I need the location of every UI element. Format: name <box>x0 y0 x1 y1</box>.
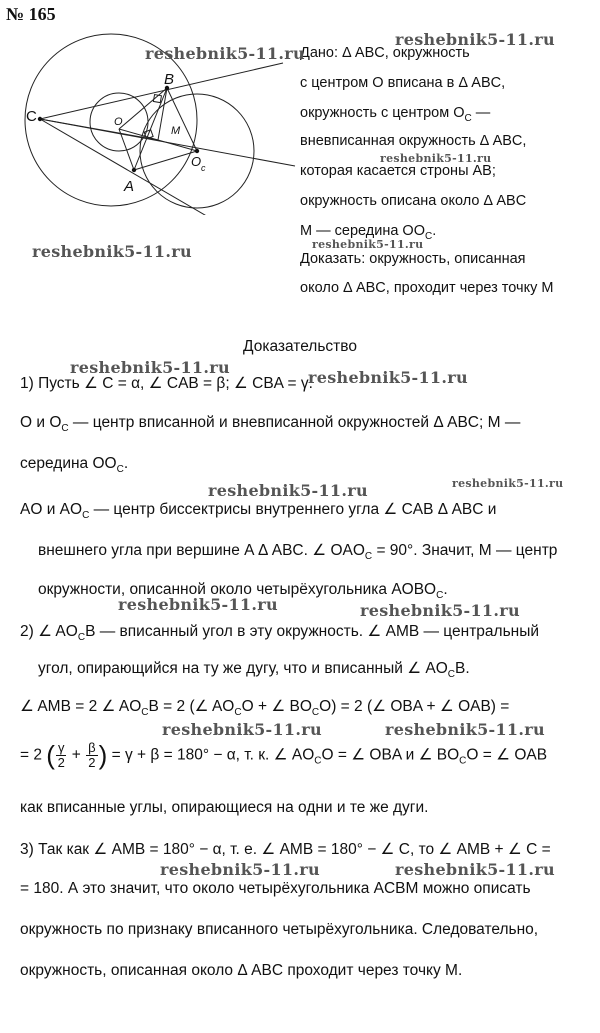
given-line-7: M — середина $OO_C$. <box>300 223 437 242</box>
label-Oc-sub: c <box>201 163 206 173</box>
label-C: C <box>26 108 37 125</box>
proof-heading: Доказательство <box>243 338 357 355</box>
segment-BOc <box>167 88 197 151</box>
proof-line-8: угол, опирающийся на ту же дугу, что и вписанный ∠ $AO_CB$. <box>38 660 470 681</box>
watermark: reshebnik5-11.ru <box>118 595 278 614</box>
watermark: reshebnik5-11.ru <box>312 238 424 251</box>
fraction-beta-half: $\frac{\beta}{2}$ <box>88 740 96 770</box>
proof-line-9: ∠ AMB = 2 ∠ $AO_CB = 2$ (∠ $AO_CO$ + ∠ $BO_CO) = 2$ (∠ OBA + ∠ OAB) = <box>20 698 510 719</box>
given-line-5: которая касается строны AB; <box>300 163 496 179</box>
proof-line-14: окружность по признаку вписанного четырёхугольника. Следовательно, <box>20 921 539 938</box>
proof-line-10: = 2 ( $\frac{\gamma}{2}$ + $\frac{\beta}{2}$ ) = γ + β = 180° − α, т. к. ∠ $AO_CO$ = ∠ OBA и ∠ $BO_CO$ = ∠ OAB <box>20 740 548 770</box>
line-CB <box>40 63 283 119</box>
watermark: reshebnik5-11.ru <box>385 720 545 739</box>
label-M: M <box>171 125 181 137</box>
given-line-1: Дано: Δ ABC, окружность <box>300 45 470 61</box>
watermark: reshebnik5-11.ru <box>208 481 368 500</box>
segment-AOc <box>134 151 197 170</box>
proof-line-7: 2) ∠ $AO_CB$ — вписанный угол в эту окружность. ∠ AMB — центральный <box>20 623 540 644</box>
given-line-4: вневписанная окружность Δ ABC, <box>300 133 527 149</box>
watermark: reshebnik5-11.ru <box>308 368 468 387</box>
watermark: reshebnik5-11.ru <box>70 358 230 377</box>
label-Oc: O <box>191 154 202 169</box>
label-O: O <box>114 116 123 128</box>
watermark: reshebnik5-11.ru <box>360 601 520 620</box>
proof-line-2: O и $O_C$ — центр вписанной и вневписанной окружностей Δ ABC; M — <box>20 414 521 435</box>
fraction-gamma-half: $\frac{\gamma}{2}$ <box>57 740 65 770</box>
given-line-3: окружность с центром $O_C$ — <box>300 105 491 124</box>
geometry-figure <box>0 0 300 215</box>
given-line-8: Доказать: окружность, описанная <box>300 251 526 267</box>
proof-line-5: внешнего угла при вершине A Δ ABC. ∠ $OAO_C = 90^\circ$. Значит, M — центр <box>38 542 558 563</box>
given-line-9: около Δ ABC, проходит через точку M <box>300 280 554 296</box>
proof-line-1: 1) Пусть ∠ C = α, ∠ CAB = β; ∠ CBA = γ. <box>20 375 313 392</box>
proof-line-11: как вписанные углы, опирающиеся на одни и те же дуги. <box>20 799 429 816</box>
given-line-6: окружность описана около Δ ABC <box>300 193 527 209</box>
problem-number: № 165 <box>6 4 56 24</box>
watermark: reshebnik5-11.ru <box>160 860 320 879</box>
watermark: reshebnik5-11.ru <box>395 860 555 879</box>
label-B: B <box>164 71 175 88</box>
given-line-2: с центром O вписана в Δ ABC, <box>300 75 506 91</box>
watermark: reshebnik5-11.ru <box>145 44 305 63</box>
watermark: reshebnik5-11.ru <box>380 152 492 165</box>
watermark: reshebnik5-11.ru <box>395 30 555 49</box>
watermark: reshebnik5-11.ru <box>32 242 192 261</box>
proof-line-13: = 180. А это значит, что около четырёхугольника ACBM можно описать <box>20 880 531 897</box>
proof-line-4: AO и $AO_C$ — центр биссектрисы внутреннего угла ∠ CAB Δ ABC и <box>20 501 497 522</box>
watermark: reshebnik5-11.ru <box>162 720 322 739</box>
watermark: reshebnik5-11.ru <box>452 477 564 490</box>
label-A: A <box>124 178 135 195</box>
proof-line-15: окружность, описанная около Δ ABC проходит через точку M. <box>20 962 463 979</box>
proof-line-3: середина $OO_C$. <box>20 455 129 476</box>
proof-line-12: 3) Так как ∠ AMB = 180° − α, т. е. ∠ AMB = 180° − ∠ C, то ∠ AMB + ∠ C = <box>20 841 551 858</box>
proof-line-6: окружности, описанной около четырёхугольника $AOBO_C$. <box>38 581 448 602</box>
